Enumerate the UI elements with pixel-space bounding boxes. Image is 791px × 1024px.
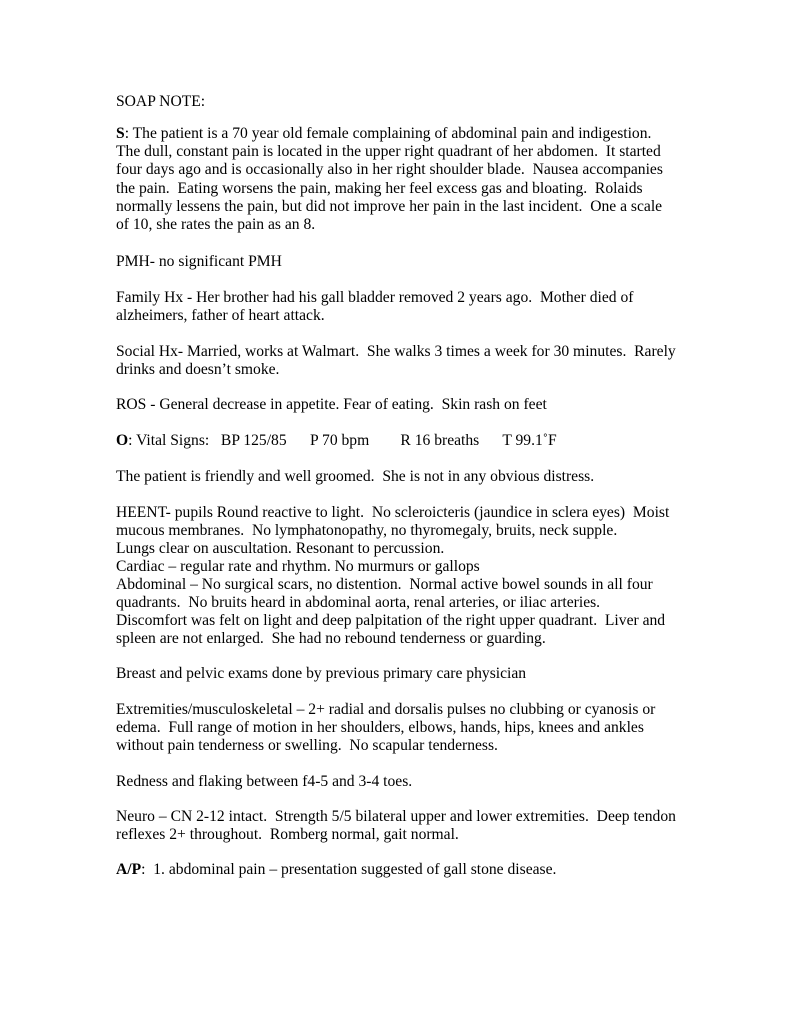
exam-line: Discomfort was felt on light and deep palpitation of the right upper quadrant. Liver and [116, 612, 666, 629]
extremities-line: edema. Full range of motion in her shoulders, elbows, hands, hips, knees and ankles [116, 719, 644, 736]
general-appearance: The patient is friendly and well groomed. She is not in any obvious distress. [116, 468, 595, 485]
vitals-text: : Vital Signs: BP 125/85 P 70 bpm R 16 breaths T 99.1˚F [128, 432, 557, 449]
subjective-line: The dull, constant pain is located in the upper right quadrant of her abdomen. It started [116, 143, 661, 160]
subjective-line: four days ago and is occasionally also in her right shoulder blade. Nausea accompanies [116, 161, 663, 178]
neuro-line: Neuro – CN 2-12 intact. Strength 5/5 bilateral upper and lower extremities. Deep tendon [116, 808, 676, 825]
family-history-line: Family Hx - Her brother had his gall bladder removed 2 years ago. Mother died of [116, 289, 634, 306]
document-title: SOAP NOTE: [116, 93, 206, 110]
exam-line: Abdominal – No surgical scars, no distention. Normal active bowel sounds in all four [116, 576, 653, 593]
vital-signs [116, 432, 557, 450]
exam-line: HEENT- pupils Round reactive to light. No scleroicteris (jaundice in sclera eyes) Moist [116, 504, 670, 521]
family-history-line: alzheimers, father of heart attack. [116, 307, 325, 324]
assessment-plan [116, 861, 556, 879]
extremities-line: without pain tenderness or swelling. No scapular tenderness. [116, 737, 498, 754]
exam-line: Cardiac – regular rate and rhythm. No murmurs or gallops [116, 558, 480, 575]
breast-pelvic: Breast and pelvic exams done by previous primary care physician [116, 665, 527, 682]
neuro-line: reflexes 2+ throughout. Romberg normal, gait normal. [116, 826, 459, 843]
exam-line: quadrants. No bruits heard in abdominal aorta, renal arteries, or iliac arteries. [116, 594, 601, 611]
subjective-line: the pain. Eating worsens the pain, making her feel excess gas and bloating. Rolaids [116, 180, 643, 197]
ros: ROS - General decrease in appetite. Fear of eating. Skin rash on feet [116, 396, 547, 413]
social-history-line: drinks and doesn’t smoke. [116, 361, 280, 378]
exam-line: spleen are not enlarged. She had no rebound tenderness or guarding. [116, 630, 546, 647]
subjective-label: S [116, 125, 125, 142]
subjective-line: of 10, she rates the pain as an 8. [116, 216, 316, 233]
subjective-line [116, 125, 651, 143]
assessment-label: A/P [116, 861, 142, 878]
pmh: PMH- no significant PMH [116, 253, 282, 270]
skin-finding: Redness and flaking between f4-5 and 3-4 toes. [116, 773, 413, 790]
exam-line: Lungs clear on auscultation. Resonant to percussion. [116, 540, 445, 557]
subjective-text: : The patient is a 70 year old female complaining of abdominal pain and indigestion. [124, 125, 652, 142]
assessment-text: : 1. abdominal pain – presentation suggested of gall stone disease. [141, 861, 557, 878]
extremities-line: Extremities/musculoskeletal – 2+ radial and dorsalis pulses no clubbing or cyanosis or [116, 701, 656, 718]
social-history-line: Social Hx- Married, works at Walmart. She walks 3 times a week for 30 minutes. Rarely [116, 343, 676, 360]
exam-line: mucous membranes. No lymphatonopathy, no thyromegaly, bruits, neck supple. [116, 522, 618, 539]
objective-label: O [116, 432, 129, 449]
subjective-line: normally lessens the pain, but did not improve her pain in the last incident. One a scale [116, 198, 663, 215]
